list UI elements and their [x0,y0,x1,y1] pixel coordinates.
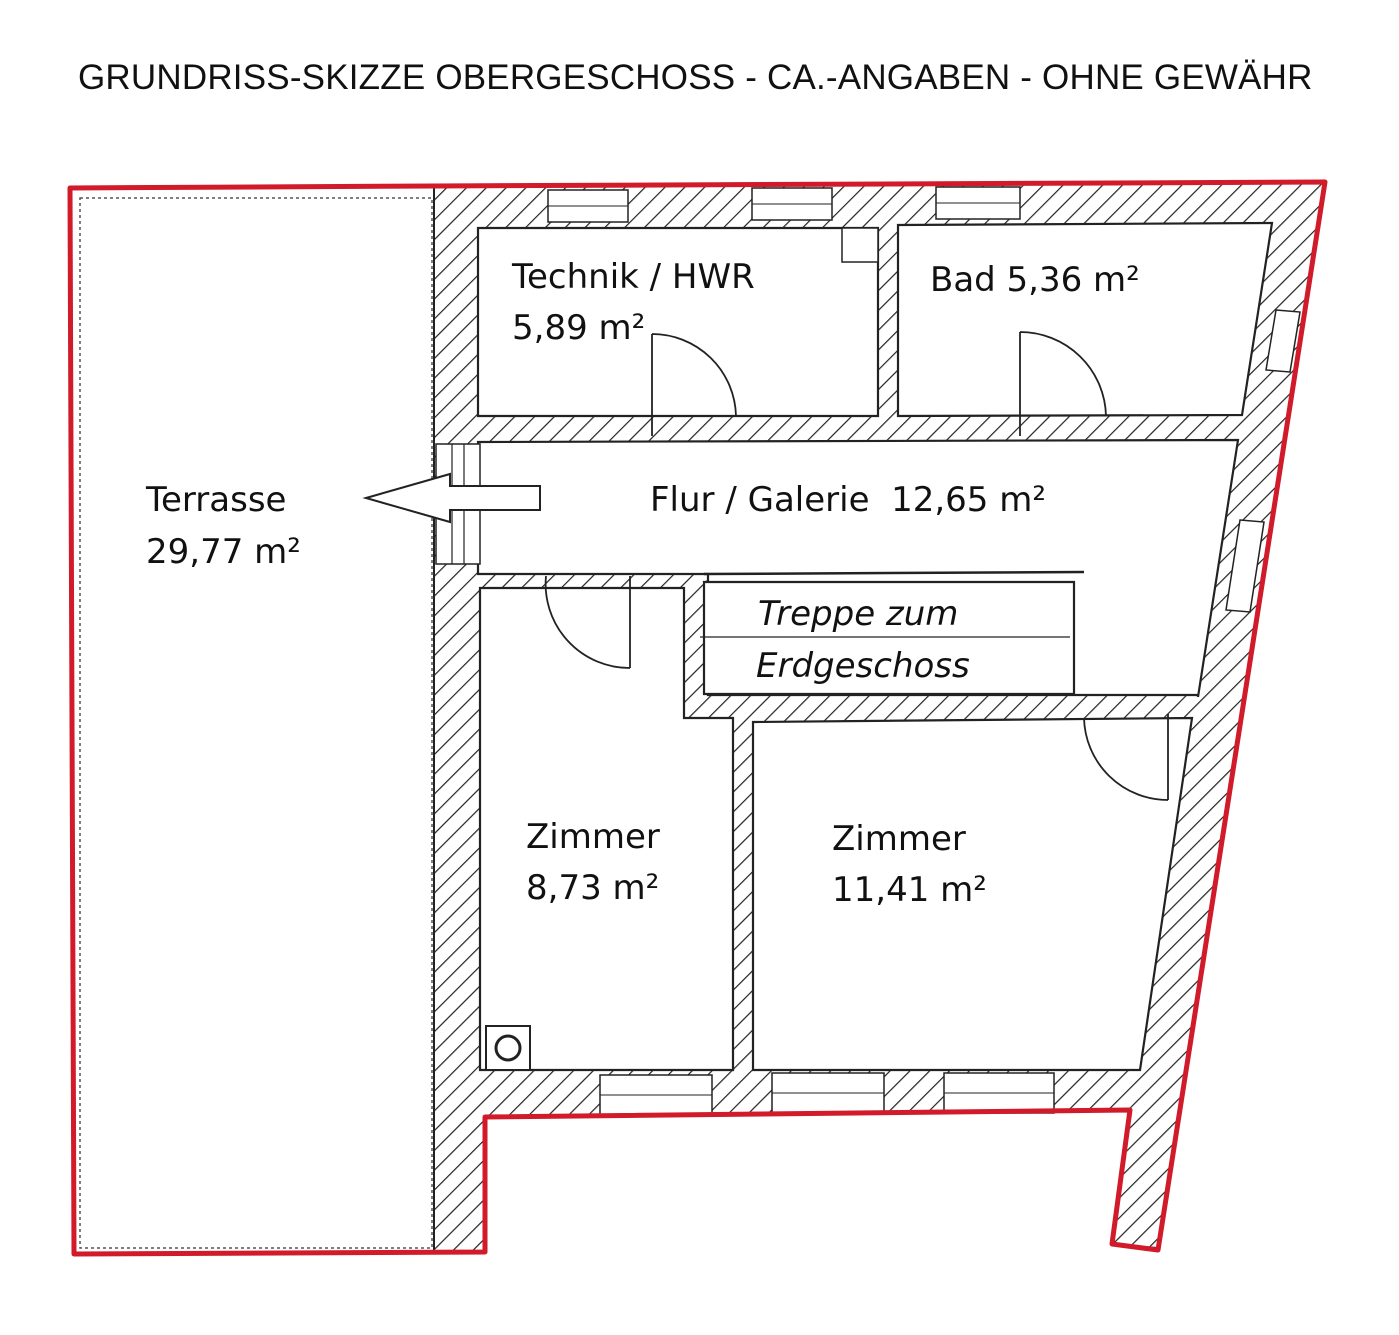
room-bad [898,223,1272,416]
plan-title: GRUNDRISS-SKIZZE OBERGESCHOSS - CA.-ANGABEN - OHNE GEWÄHR [78,58,1313,97]
terrasse-area: 29,77 m² [146,532,301,572]
flur-label: Flur / Galerie 12,65 m² [650,480,1046,520]
treppe-line1: Treppe zum [758,594,959,634]
shaft [842,228,878,262]
technik-area: 5,89 m² [512,308,646,348]
treppe-line2: Erdgeschoss [756,646,970,686]
zimmer-large-area: 11,41 m² [832,870,987,910]
technik-name: Technik / HWR [512,257,755,297]
chimney [486,1026,530,1070]
zimmer-small-area: 8,73 m² [526,868,660,908]
zimmer-large-name: Zimmer [832,819,966,859]
terrasse-name: Terrasse [146,480,287,520]
terrace-area [80,198,432,1248]
zimmer-small-name: Zimmer [526,817,660,857]
bad-label: Bad 5,36 m² [930,260,1140,300]
